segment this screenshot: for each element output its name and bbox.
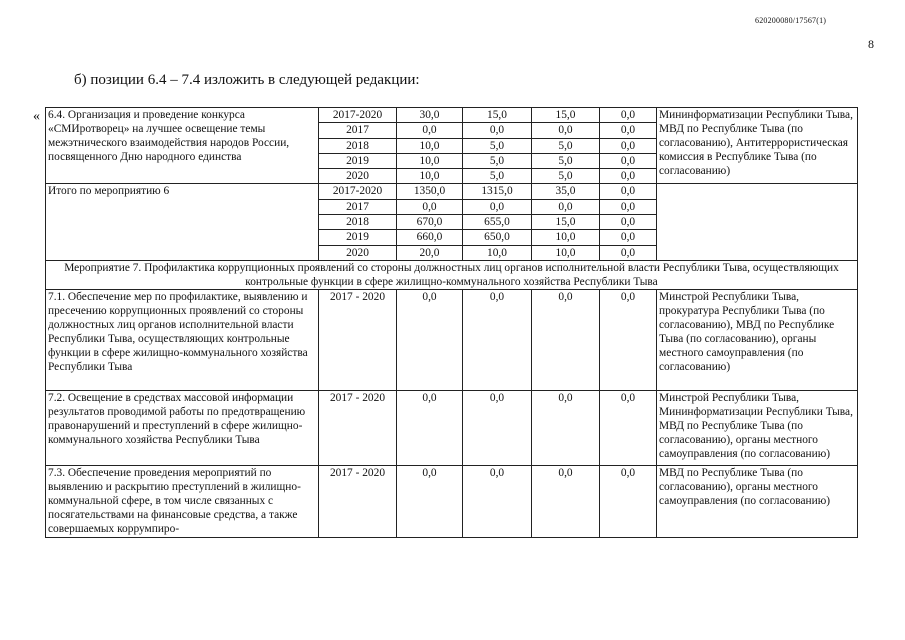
open-quote: « [33, 109, 40, 124]
value-cell: 0,0 [600, 184, 657, 199]
period-cell: 2018 [319, 215, 397, 230]
total-6-description: Итого по мероприятию 6 [46, 184, 319, 260]
value-cell: 5,0 [463, 153, 532, 168]
value-cell: 0,0 [600, 199, 657, 214]
period-cell: 2017 - 2020 [319, 289, 397, 390]
measure-7-1-responsible: Минстрой Республики Тыва, прокуратура Республики Тыва (по согласованию), МВД по Республике Тыва (по согласованию), органы местного самоуправления (по согласованию) [657, 289, 858, 390]
value-cell: 0,0 [600, 289, 657, 390]
value-cell: 5,0 [463, 138, 532, 153]
measures-table [45, 107, 858, 538]
value-cell: 0,0 [397, 199, 463, 214]
period-cell: 2017 [319, 123, 397, 138]
period-cell: 2018 [319, 138, 397, 153]
value-cell: 670,0 [397, 215, 463, 230]
value-cell: 1315,0 [463, 184, 532, 199]
table-row [46, 184, 858, 199]
value-cell: 0,0 [397, 289, 463, 390]
measure-7-3-description: 7.3. Обеспечение проведения мероприятий по выявлению и раскрытию преступлений в жилищно-коммунальной сфере, в том числе связанных с посягательствами на финансовые средства, а также совершаемых коррумпиро- [46, 465, 319, 537]
period-cell: 2017 - 2020 [319, 465, 397, 537]
value-cell: 0,0 [600, 215, 657, 230]
period-cell: 2017-2020 [319, 184, 397, 199]
value-cell: 0,0 [532, 390, 600, 465]
value-cell: 0,0 [600, 245, 657, 260]
value-cell: 10,0 [532, 230, 600, 245]
value-cell: 0,0 [600, 138, 657, 153]
total-6-responsible [657, 184, 858, 260]
value-cell: 0,0 [397, 123, 463, 138]
period-cell: 2020 [319, 169, 397, 184]
value-cell: 20,0 [397, 245, 463, 260]
period-cell: 2017 [319, 199, 397, 214]
measure-7-2-responsible: Минстрой Республики Тыва, Мининформатизации Республики Тыва, МВД по Республике Тыва (по согласованию), органы местного самоуправления (по согласованию) [657, 390, 858, 465]
value-cell: 655,0 [463, 215, 532, 230]
period-cell: 2019 [319, 153, 397, 168]
measure-6-4-responsible: Мининформатизации Республики Тыва, МВД по Республике Тыва (по согласованию), Антитеррористическая комиссия в Республике Тыва (по согласованию) [657, 108, 858, 184]
measure-7-1-description: 7.1. Обеспечение мер по профилактике, выявлению и пресечению коррупционных проявлений со стороны должностных лиц органов исполнительной власти Республики Тыва, осуществляющих контрольные функции в сфере жилищно-коммунального хозяйства Республики Тыва [46, 289, 319, 390]
value-cell: 0,0 [532, 465, 600, 537]
value-cell: 0,0 [532, 199, 600, 214]
value-cell: 0,0 [600, 465, 657, 537]
value-cell: 0,0 [463, 465, 532, 537]
value-cell: 5,0 [532, 153, 600, 168]
table-row [46, 390, 858, 465]
measure-7-3-responsible: МВД по Республике Тыва (по согласованию), органы местного самоуправления (по согласованию) [657, 465, 858, 537]
value-cell: 35,0 [532, 184, 600, 199]
value-cell: 0,0 [463, 390, 532, 465]
value-cell: 5,0 [532, 169, 600, 184]
value-cell: 0,0 [397, 465, 463, 537]
value-cell: 15,0 [532, 108, 600, 123]
period-cell: 2019 [319, 230, 397, 245]
value-cell: 10,0 [397, 138, 463, 153]
value-cell: 10,0 [397, 169, 463, 184]
value-cell: 0,0 [600, 390, 657, 465]
page-number: 8 [868, 37, 874, 51]
measure-6-4-description: 6.4. Организация и проведение конкурса «СМИротворец» на лучшее освещение темы межэтнического взаимодействия народов России, посвященного Дню народного единства [46, 108, 319, 184]
value-cell: 15,0 [532, 215, 600, 230]
period-cell: 2020 [319, 245, 397, 260]
table-row [46, 260, 858, 289]
value-cell: 650,0 [463, 230, 532, 245]
value-cell: 10,0 [463, 245, 532, 260]
value-cell: 0,0 [600, 153, 657, 168]
value-cell: 0,0 [463, 123, 532, 138]
document-id: 620200080/17567(1) [755, 16, 827, 25]
value-cell: 5,0 [532, 138, 600, 153]
value-cell: 15,0 [463, 108, 532, 123]
period-cell: 2017-2020 [319, 108, 397, 123]
value-cell: 0,0 [600, 230, 657, 245]
value-cell: 0,0 [397, 390, 463, 465]
measure-7-heading: Мероприятие 7. Профилактика коррупционных проявлений со стороны должностных лиц органов исполнительной власти Республики Тыва, осуществляющих контрольные функции в сфере жилищно-коммунального хозяйства Республики Тыва [46, 260, 858, 289]
intro-text: б) позиции 6.4 – 7.4 изложить в следующей редакции: [74, 72, 420, 88]
table-row [46, 465, 858, 537]
value-cell: 0,0 [463, 199, 532, 214]
value-cell: 660,0 [397, 230, 463, 245]
value-cell: 0,0 [600, 123, 657, 138]
value-cell: 5,0 [463, 169, 532, 184]
value-cell: 10,0 [397, 153, 463, 168]
value-cell: 10,0 [532, 245, 600, 260]
value-cell: 1350,0 [397, 184, 463, 199]
value-cell: 0,0 [600, 108, 657, 123]
value-cell: 0,0 [532, 289, 600, 390]
measure-7-2-description: 7.2. Освещение в средствах массовой информации результатов проводимой работы по предотвращению правонарушений и преступлений в сфере жилищно-коммунального хозяйства Республики Тыва [46, 390, 319, 465]
table-row [46, 289, 858, 390]
period-cell: 2017 - 2020 [319, 390, 397, 465]
table-row [46, 108, 858, 123]
value-cell: 0,0 [600, 169, 657, 184]
value-cell: 30,0 [397, 108, 463, 123]
value-cell: 0,0 [463, 289, 532, 390]
value-cell: 0,0 [532, 123, 600, 138]
